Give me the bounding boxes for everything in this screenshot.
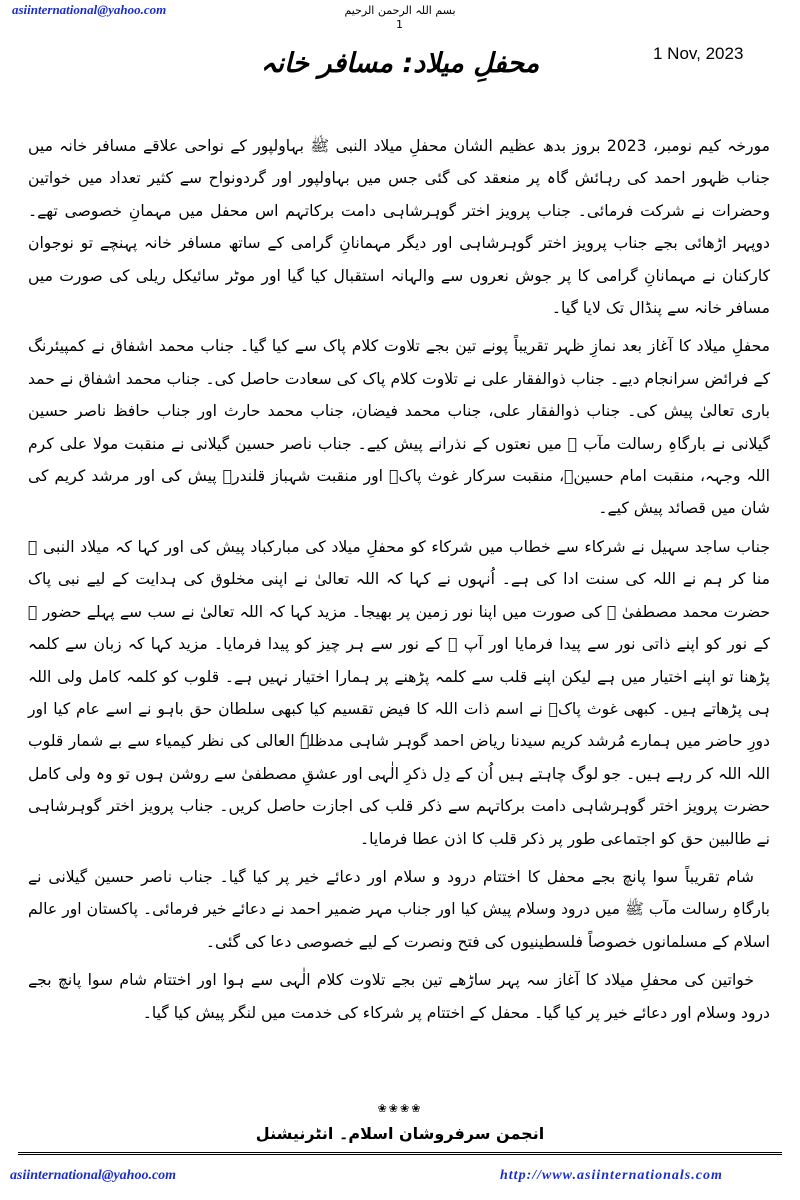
paragraph-4: شام تقریباً سوا پانچ بجے محفل کا اختتام درود و سلام اور دعائے خیر پر کیا گیا۔ جناب ناصر حسین گیلانی نے بارگاہِ رسالت مآب ﷺ میں درود وسلام پیش کیا اور جناب مہر ضمیر احمد نے دعائے خیر فرمائی۔ پاکستان اور عالم اسلام کے مسلمانوں خصوصاً فلسطینیوں کی فتح ونصرت کے لیے خصوصی دعا کی گئی۔ [28,867,770,951]
page-number: 1 [396,18,403,31]
bismillah-text: بسم اللہ الرحمن الرحیم [344,4,456,17]
footer-divider [18,1152,782,1155]
footer-email[interactable]: asiinternational@yahoo.com [10,1168,177,1183]
article-body [28,130,770,1035]
paragraph-2: محفلِ میلاد کا آغاز بعد نمازِ ظہر تقریباً پونے تین بجے تلاوت کلام پاک سے کیا گیا۔ جناب محمد اشفاق نے کمپیئرنگ کے فرائض سرانجام دیے۔ جناب ذوالفقار علی نے تلاوت کلام پاک کی سعادت حاصل کی۔ جناب محمد اشفاق نے حمد باری تعالیٰ پیش کی۔ جناب ذوالفقار علی، جناب محمد فیضان، جناب محمد حارث اور جناب حافظ ناصر حسین گیلانی نے بارگاہِ رسالت مآب ﷺ میں نعتوں کے نذرانے پیش کیے۔ جناب ناصر حسین گیلانی نے منقبت مولا علی کرم اللہ وجہہ، منقبت امام حسینؑ، منقبت سرکار غوث پاکؓ اور منقبت شہباز قلندرؒ پیش کی اور مرشد کریم کی شان میں قصائد پیش کیے۔ [28,337,770,518]
header-email[interactable]: asiinternational@yahoo.com [12,2,167,17]
document-date: 1 Nov, 2023 [653,44,744,63]
footer-ornament-icon: ❀❀❀❀ [377,1102,423,1115]
footer-organization: انجمن سرفروشان اسلام۔ انٹرنیشنل [255,1124,545,1143]
paragraph-3: جناب ساجد سہیل نے شرکاء سے خطاب میں شرکاء کو محفلِ میلاد کی مبارکباد پیش کی اور کہا کہ میلاد النبی ﷺ منا کر ہم نے اللہ کی سنت ادا کی ہے۔ اُنہوں نے کہا کہ اللہ تعالیٰ نے اپنی مخلوق کی ہدایت کے لیے نبی پاک حضرت محمد مصطفیٰ ﷺ کی صورت میں اپنا نور زمین پر بھیجا۔ مزید کہا کہ اللہ تعالیٰ نے سب سے پہلے حضور ﷺ کے نور کو اپنے ذاتی نور سے پیدا فرمایا اور آپ ﷺ کے نور سے ہر چیز کو پیدا فرمایا۔ مزید کہا کہ زبان سے کلمہ پڑھنا تو اپنے اختیار میں ہے لیکن اپنے قلب سے کلمہ پڑھنے پر ہمارا اختیار نہیں ہے۔ قلوب کو کلمہ کامل ولی اللہ ہی پڑھاتے ہیں۔ کبھی غوث پاکؓ نے اسم ذات اللہ کا فیض تقسیم کیا کبھی سلطان حق باہو نے اسے عام کیا اور دورِ حاضر میں ہمارے مُرشد کریم سیدنا ریاض احمد گوہر شاہی مدظلہٗ العالی کی نظر کیمیاء سے بے شمار قلوب اللہ اللہ کر رہے ہیں۔ جو لوگ چاہتے ہیں اُن کے دِل ذکرِ الٰہی اور عشقِ مصطفیٰ سے روشن ہوں تو وہ ولی کامل حضرت پرویز اختر گوہرشاہی دامت برکاتہم سے ذکر قلب کی اجازت حاصل کریں۔ جناب پرویز اختر گوہرشاہی نے طالبین حق کو اجتماعی طور پر ذکر قلب کا اذن عطا فرمایا۔ [28,537,770,848]
document-title: محفلِ میلاد: مسافر خانہ [260,48,540,79]
footer-website-link[interactable]: http://www.asiinternationals.com [500,1168,723,1183]
paragraph-1: مورخہ کیم نومبر، 2023 بروز بدھ عظیم الشان محفلِ میلاد النبی ﷺ بہاولپور کے نواحی علاقے مسافر خانہ میں جناب ظہور احمد کی رہائش گاہ پر منعقد کی گئی جس میں بہاولپور اور گردونواح سے کثیر تعداد میں خواتین وحضرات نے شرکت فرمائی۔ جناب پرویز اختر گوہرشاہی دامت برکاتہم اس محفل میں مہمانِ خصوصی تھے۔ دوپہر اڑھائی بجے جناب پرویز اختر گوہرشاہی اور دیگر مہمانانِ گرامی کے ساتھ مسافر خانہ پہنچے تو نوجوان کارکنان نے مہمانانِ گرامی کا پر جوش نعروں سے والہانہ استقبال کیا گیا اور موٹر سائیکل ریلی کی صورت میں مسافر خانہ سے پنڈال تک لایا گیا۔ [28,137,770,318]
paragraph-5: خواتین کی محفلِ میلاد کا آغاز سہ پہر ساڑھے تین بجے تلاوت کلام الٰہی سے ہوا اور اختتام شام سوا پانچ بجے درود وسلام اور دعائے خیر پر کیا گیا۔ محفل کے اختتام پر شرکاء کی خدمت میں لنگر پیش کیا گیا۔ [28,971,770,1022]
